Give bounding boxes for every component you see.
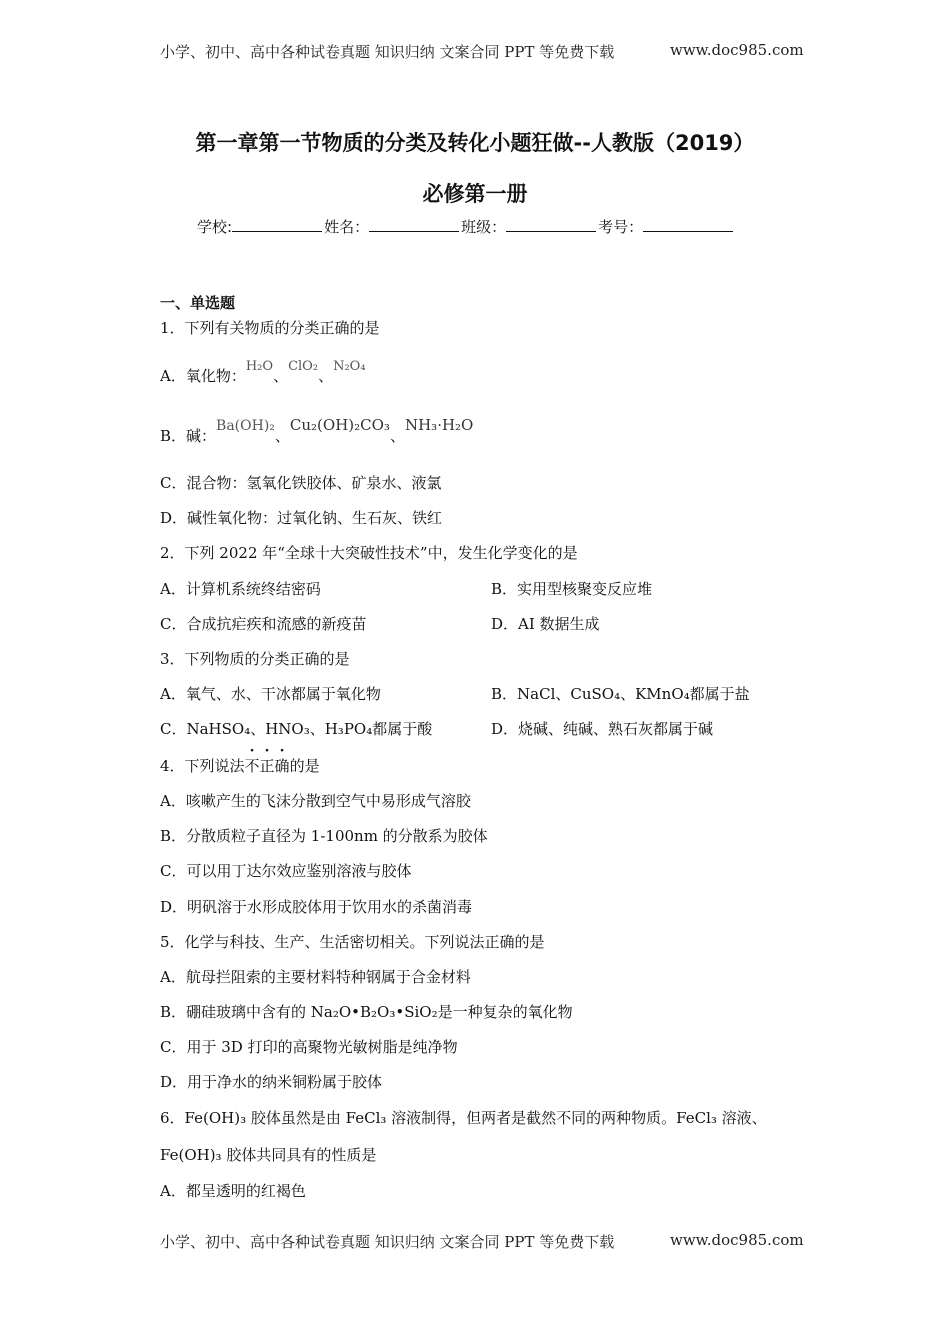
q1-stem: 1．下列有关物质的分类正确的是 [160,319,380,337]
page-header [160,41,804,62]
q1-option-b [160,416,474,446]
q1-a-formula-1: H₂O [245,359,274,374]
q3-option-a: A．氧气、水、干冰都属于氧化物 [160,685,381,703]
q2-option-b: B．实用型核聚变反应堆 [491,580,653,598]
name-blank[interactable] [369,217,459,232]
q1-b-formula-3: NH₃·H₂O [404,416,474,434]
emphasis-dot: · [249,743,255,759]
q1-b-sep-1: 、 [274,427,290,445]
emphasis-dot: · [264,743,270,759]
class-blank[interactable] [506,217,596,232]
student-info-line [197,216,735,237]
emphasis-dots [245,743,290,759]
q1-option-c: C．混合物：氢氧化铁胶体、矿泉水、液氯 [160,474,442,492]
q4-stem-post: 的是 [289,757,320,775]
q4-stem [160,743,320,776]
q1-a-formula-2: ClO₂ [288,359,319,374]
q3-option-c: C．NaHSO₄、HNO₃、H₃PO₄都属于酸 [160,720,433,738]
school-blank[interactable] [232,217,322,232]
document-subtitle: 必修第一册 [422,182,528,206]
page-footer [160,1231,804,1252]
q1-a-sep-2: 、 [318,367,334,385]
emphasis-dot: · [279,743,285,759]
header-site-link[interactable]: www.doc985.com [670,41,804,59]
q3-option-d: D．烧碱、纯碱、熟石灰都属于碱 [491,720,714,738]
q3-stem: 3．下列物质的分类正确的是 [160,650,350,668]
q1-a-label: A．氧化物： [160,367,246,385]
q2-option-c: C．合成抗疟疾和流感的新疫苗 [160,615,367,633]
q6-stem-line-1: 6．Fe(OH)₃ 胶体虽然是由 FeCl₃ 溶液制得，但两者是截然不同的两种物质。FeCl₃ 溶液、 [160,1109,767,1127]
class-label: 班级： [461,218,507,236]
q5-option-a: A．航母拦阻索的主要材料特种钢属于合金材料 [160,968,471,986]
q5-stem: 5．化学与科技、生产、生活密切相关。下列说法正确的是 [160,933,545,951]
q5-option-c: C．用于 3D 打印的高聚物光敏树脂是纯净物 [160,1038,458,1056]
q4-option-c: C．可以用丁达尔效应鉴别溶液与胶体 [160,862,412,880]
q1-option-d: D．碱性氧化物：过氧化钠、生石灰、铁红 [160,509,443,527]
q4-emphasis-text: 不正确 [244,757,290,775]
q5-option-b: B．硼硅玻璃中含有的 Na₂O•B₂O₃•SiO₂是一种复杂的氧化物 [160,1003,573,1021]
q4-stem-emphasis [244,743,290,775]
q3-option-b: B．NaCl、CuSO₄、KMnO₄都属于盐 [491,685,750,703]
q1-b-label: B．碱： [160,427,217,445]
footer-text: 小学、初中、高中各种试卷真题 知识归纳 文案合同 PPT 等免费下载 [160,1233,615,1251]
section-heading: 一、单选题 [160,294,236,312]
footer-site-link[interactable]: www.doc985.com [670,1231,804,1249]
q2-option-a: A．计算机系统终结密码 [160,580,321,598]
q4-stem-pre: 4．下列说法 [160,757,245,775]
q4-option-b: B．分散质粒子直径为 1-100nm 的分散系为胶体 [160,827,488,845]
q6-option-a: A．都呈透明的红褐色 [160,1182,306,1200]
q1-b-formula-2: Cu₂(OH)₂CO₃ [289,416,390,434]
q1-b-formula-1: Ba(OH)₂ [216,418,275,434]
header-text: 小学、初中、高中各种试卷真题 知识归纳 文案合同 PPT 等免费下载 [160,43,615,61]
q4-option-a: A．咳嗽产生的飞沫分散到空气中易形成气溶胶 [160,792,471,810]
q1-option-a [160,359,366,386]
name-label: 姓名： [324,218,370,236]
document-title: 第一章第一节物质的分类及转化小题狂做--人教版（2019） [195,131,755,155]
q1-a-sep-1: 、 [273,367,289,385]
q1-b-sep-2: 、 [389,427,405,445]
number-blank[interactable] [643,217,733,232]
school-label: 学校: [197,218,233,236]
q5-option-d: D．用于净水的纳米铜粉属于胶体 [160,1073,383,1091]
q2-stem: 2．下列 2022 年“全球十大突破性技术”中，发生化学变化的是 [160,544,578,562]
q1-a-formula-3: N₂O₄ [333,359,366,374]
q4-option-d: D．明矾溶于水形成胶体用于饮用水的杀菌消毒 [160,898,473,916]
q6-stem-line-2: Fe(OH)₃ 胶体共同具有的性质是 [160,1146,377,1164]
number-label: 考号： [598,218,644,236]
q2-option-d: D．AI 数据生成 [491,615,600,633]
